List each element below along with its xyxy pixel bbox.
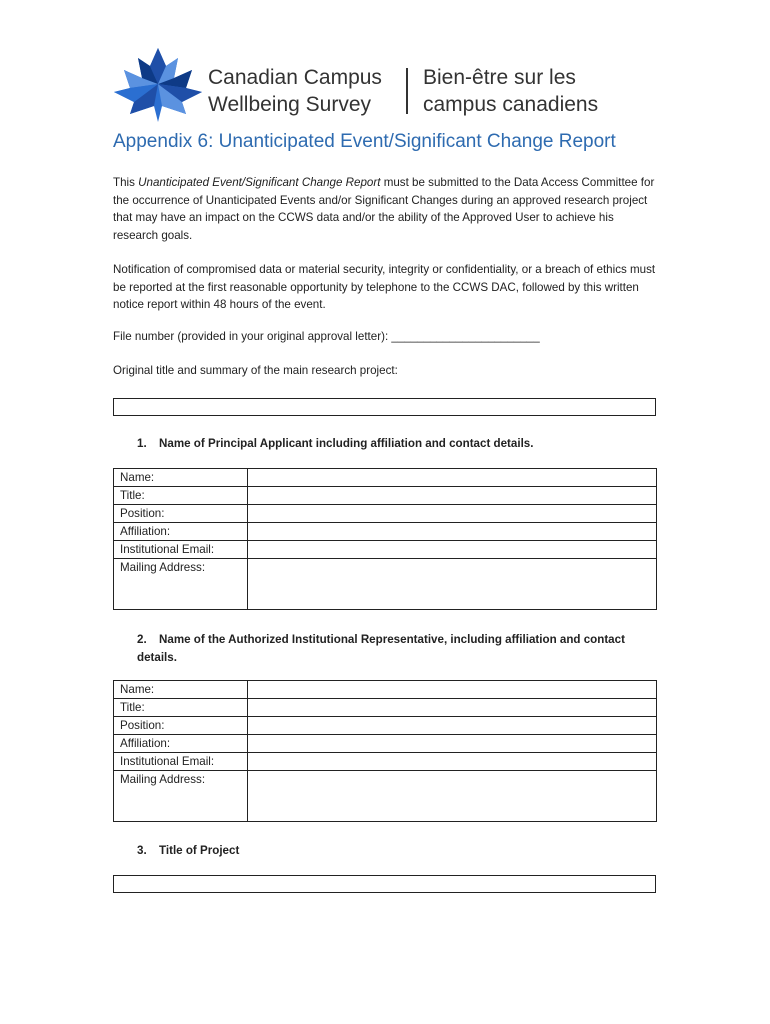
name-label: Name: — [114, 469, 248, 487]
address-label: Mailing Address: — [114, 559, 248, 610]
table-row — [114, 487, 657, 505]
table-row — [114, 559, 657, 610]
section-1-number: 1. — [137, 437, 147, 450]
rep-title-input[interactable] — [248, 699, 657, 717]
email-label: Institutional Email: — [114, 541, 248, 559]
table-row — [114, 541, 657, 559]
table-row — [114, 505, 657, 523]
brand-en-line2: Wellbeing Survey — [208, 93, 372, 116]
original-title-label: Original title and summary of the main research project: — [113, 364, 398, 377]
rep-address-input[interactable] — [248, 771, 657, 822]
file-number-field[interactable]: File number (provided in your original approval letter): _______________________ — [113, 330, 540, 343]
table-row — [114, 717, 657, 735]
table-row — [114, 699, 657, 717]
rep-email-input[interactable] — [248, 753, 657, 771]
institutional-representative-table — [113, 680, 657, 822]
brand-en-line1: Canadian Campus — [208, 66, 382, 89]
title-label: Title: — [114, 487, 248, 505]
rep-affiliation-input[interactable] — [248, 735, 657, 753]
email-label: Institutional Email: — [114, 753, 248, 771]
table-row — [114, 469, 657, 487]
section-2-text: Name of the Authorized Institutional Representative, including affiliation and contact details. — [137, 633, 625, 664]
maple-leaf-logo — [112, 44, 204, 124]
position-label: Position: — [114, 717, 248, 735]
project-title-input[interactable] — [113, 875, 656, 893]
address-label: Mailing Address: — [114, 771, 248, 822]
principal-applicant-table — [113, 468, 657, 610]
brand-fr-line1: Bien-être sur les — [423, 66, 576, 89]
section-1-text: Name of Principal Applicant including affiliation and contact details. — [159, 437, 534, 450]
section-2-heading — [137, 631, 657, 666]
intro-report-name: Unanticipated Event/Significant Change Report — [138, 176, 381, 189]
table-row — [114, 753, 657, 771]
position-label: Position: — [114, 505, 248, 523]
applicant-title-input[interactable] — [248, 487, 657, 505]
name-label: Name: — [114, 681, 248, 699]
intro-prefix: This — [113, 176, 139, 189]
brand-fr-line2: campus canadiens — [423, 93, 599, 116]
brand-name-english — [208, 64, 382, 118]
rep-name-input[interactable] — [248, 681, 657, 699]
applicant-affiliation-input[interactable] — [248, 523, 657, 541]
table-row — [114, 523, 657, 541]
brand-name-french — [423, 64, 598, 118]
applicant-name-input[interactable] — [248, 469, 657, 487]
intro-rest: must be submitted to the Data Access Committee for the occurrence of Unanticipated Events and/or Significant Changes during an approved research project that may have an impact on the CCWS data and/or the ability of the Approved User to achieve his research goals. — [113, 176, 655, 242]
affiliation-label: Affiliation: — [114, 735, 248, 753]
original-title-input[interactable] — [113, 398, 656, 416]
page-title: Appendix 6: Unanticipated Event/Significant Change Report — [113, 131, 616, 152]
section-1-heading — [137, 435, 533, 453]
applicant-position-input[interactable] — [248, 505, 657, 523]
document-header — [112, 44, 672, 124]
applicant-email-input[interactable] — [248, 541, 657, 559]
section-3-heading — [137, 842, 239, 860]
section-2-number: 2. — [137, 633, 147, 646]
table-row — [114, 681, 657, 699]
affiliation-label: Affiliation: — [114, 523, 248, 541]
rep-position-input[interactable] — [248, 717, 657, 735]
table-row — [114, 771, 657, 822]
intro-paragraph — [113, 174, 658, 244]
table-row — [114, 735, 657, 753]
notification-paragraph: Notification of compromised data or material security, integrity or confidentiality, or a breach of ethics must be reported at the first reasonable opportunity by telephone to the CCWS DAC, followed by this written notice report within 48 hours of the event. — [113, 263, 656, 311]
applicant-address-input[interactable] — [248, 559, 657, 610]
brand-divider — [406, 68, 408, 114]
section-3-number: 3. — [137, 844, 147, 857]
section-3-text: Title of Project — [159, 844, 240, 857]
title-label: Title: — [114, 699, 248, 717]
